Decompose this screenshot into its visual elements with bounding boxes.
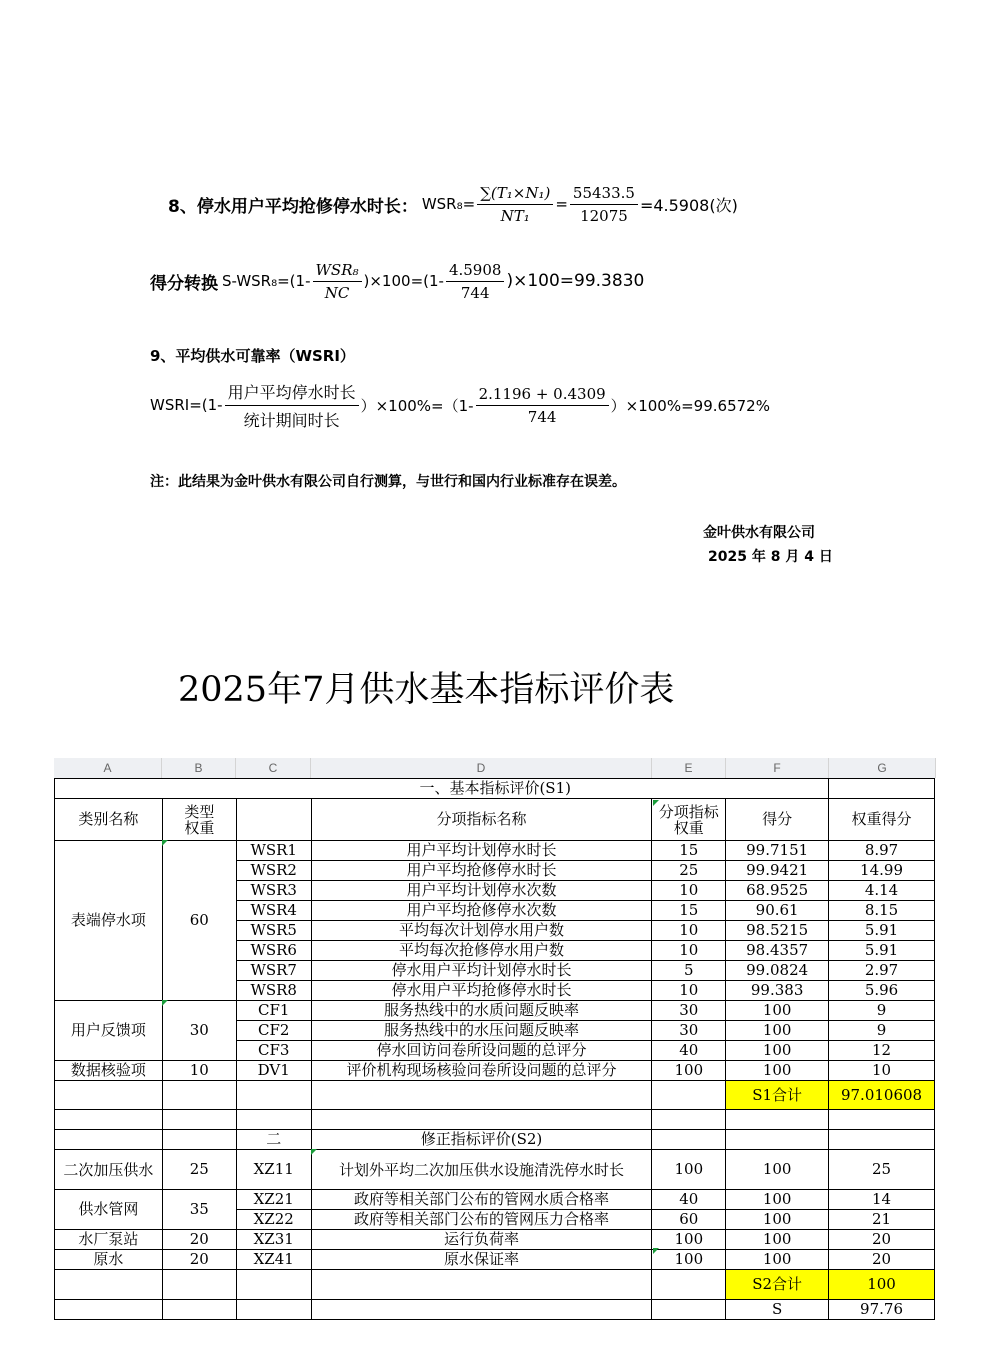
- indicator-score[interactable]: 68.9525: [726, 881, 829, 901]
- column-header-a[interactable]: A: [54, 758, 162, 778]
- formula-8-lhs: WSR₈=: [421, 195, 476, 213]
- group-name[interactable]: 表端停水项: [55, 841, 163, 1001]
- score-conversion-symbol-fraction: [313, 261, 362, 302]
- group-name[interactable]: 水厂泵站: [55, 1230, 163, 1250]
- cell-empty[interactable]: [652, 1270, 726, 1300]
- indicator-code[interactable]: WSR2: [236, 861, 311, 881]
- cell-empty[interactable]: [236, 1300, 311, 1320]
- indicator-name[interactable]: 服务热线中的水压问题反映率: [311, 1021, 652, 1041]
- indicator-name[interactable]: 计划外平均二次加压供水设施清洗停水时长: [311, 1150, 652, 1190]
- cell-empty[interactable]: [652, 1130, 726, 1150]
- group-weight[interactable]: 10: [162, 1061, 236, 1081]
- indicator-name[interactable]: 用户平均计划停水次数: [311, 881, 652, 901]
- indicator-name[interactable]: 政府等相关部门公布的管网水质合格率: [311, 1190, 652, 1210]
- formula-8-heading: 8、停水用户平均抢修停水时长：: [168, 196, 418, 217]
- cell-comment-marker: [162, 1000, 168, 1006]
- score-conversion-result: )×100=99.3830: [506, 271, 645, 291]
- table-title: 2025年7月供水基本指标评价表: [178, 670, 675, 710]
- indicator-weighted-score[interactable]: 12: [829, 1041, 935, 1061]
- score-conversion-symbol-denominator: NC: [324, 283, 350, 302]
- indicator-weight[interactable]: 30: [652, 1021, 726, 1041]
- s-value[interactable]: 97.76: [829, 1300, 935, 1320]
- indicator-name[interactable]: 停水用户平均计划停水时长: [311, 961, 652, 981]
- indicator-code[interactable]: WSR1: [236, 841, 311, 861]
- cell-empty[interactable]: [311, 1081, 652, 1110]
- cell-empty[interactable]: [236, 799, 311, 841]
- indicator-name[interactable]: 评价机构现场核验问卷所设问题的总评分: [311, 1061, 652, 1081]
- group-name[interactable]: 供水管网: [55, 1190, 163, 1230]
- indicator-score[interactable]: 100: [726, 1250, 829, 1270]
- score-conversion-lhs: S-WSR₈=(1-: [222, 272, 311, 290]
- indicator-score[interactable]: 100: [726, 1150, 829, 1190]
- indicator-name[interactable]: 运行负荷率: [311, 1230, 652, 1250]
- cell-comment-marker: [162, 840, 168, 846]
- indicator-weight[interactable]: 10: [652, 941, 726, 961]
- cell-empty[interactable]: [162, 1081, 236, 1110]
- group-weight[interactable]: 25: [162, 1150, 236, 1190]
- indicator-code[interactable]: CF2: [236, 1021, 311, 1041]
- cell-empty[interactable]: [652, 1300, 726, 1320]
- score-conversion-numerator: 4.5908: [446, 261, 505, 282]
- cell-empty[interactable]: [55, 1110, 163, 1130]
- formula-9-numerator: 2.1196 + 0.4309: [476, 385, 609, 406]
- note-text: 注：此结果为金叶供水有限公司自行测算，与世行和国内行业标准存在误差。: [150, 474, 626, 490]
- indicator-code[interactable]: CF1: [236, 1001, 311, 1021]
- indicator-weight[interactable]: 10: [652, 921, 726, 941]
- column-header-f[interactable]: F: [726, 758, 829, 778]
- cell-empty[interactable]: [162, 1270, 236, 1300]
- formula-9-value-fraction: [476, 385, 609, 426]
- formula-9-line: [150, 380, 770, 430]
- score-conversion-label: 得分转换: [150, 273, 218, 294]
- indicator-weight[interactable]: 40: [652, 1041, 726, 1061]
- indicator-weight[interactable]: 100: [652, 1061, 726, 1081]
- s2-total-label[interactable]: S2合计: [726, 1270, 829, 1300]
- indicator-code[interactable]: XZ22: [236, 1210, 311, 1230]
- indicator-name[interactable]: 政府等相关部门公布的管网压力合格率: [311, 1210, 652, 1230]
- indicator-weighted-score[interactable]: 5.91: [829, 941, 935, 961]
- cell-empty[interactable]: [55, 1300, 163, 1320]
- formula-8-line: [168, 176, 738, 232]
- indicator-code[interactable]: XZ21: [236, 1190, 311, 1210]
- indicator-weight[interactable]: 5: [652, 961, 726, 981]
- indicator-name[interactable]: 原水保证率: [311, 1250, 652, 1270]
- cell-empty[interactable]: [162, 1110, 236, 1130]
- cell-empty[interactable]: [652, 1081, 726, 1110]
- cell-empty[interactable]: [311, 1300, 652, 1320]
- spreadsheet: [54, 758, 935, 1323]
- formula-9-result: ）×100%=99.6572%: [610, 396, 770, 415]
- group-weight[interactable]: 30: [162, 1001, 236, 1061]
- indicator-score[interactable]: 99.7151: [726, 841, 829, 861]
- header-item-weight[interactable]: 分项指标权重: [652, 799, 726, 841]
- indicator-code[interactable]: XZ11: [236, 1150, 311, 1190]
- indicator-score[interactable]: 100: [726, 1041, 829, 1061]
- cell-empty[interactable]: [311, 1270, 652, 1300]
- score-conversion-line: [150, 254, 644, 308]
- group-weight[interactable]: 35: [162, 1190, 236, 1230]
- group-name[interactable]: 用户反馈项: [55, 1001, 163, 1061]
- formula-9-text-denominator: 统计期间时长: [243, 410, 340, 430]
- indicator-score[interactable]: 100: [726, 1021, 829, 1041]
- indicator-weight[interactable]: 15: [652, 901, 726, 921]
- formula-8-value-fraction: [570, 184, 638, 225]
- indicator-weight[interactable]: 10: [652, 981, 726, 1001]
- header-item-name[interactable]: 分项指标名称: [311, 799, 652, 841]
- indicator-code[interactable]: XZ31: [236, 1230, 311, 1250]
- formula-8-result: =4.5908(次): [639, 195, 738, 215]
- cell-empty[interactable]: [55, 1130, 163, 1150]
- indicator-weighted-score[interactable]: 25: [829, 1150, 935, 1190]
- indicator-code[interactable]: WSR3: [236, 881, 311, 901]
- indicator-code[interactable]: CF3: [236, 1041, 311, 1061]
- score-conversion-mid: )×100=(1-: [363, 272, 444, 290]
- indicator-name[interactable]: 停水用户平均抢修停水时长: [311, 981, 652, 1001]
- header-weighted-score[interactable]: 权重得分: [829, 799, 935, 841]
- indicator-weighted-score[interactable]: 4.14: [829, 881, 935, 901]
- formula-8-sum-denominator: NT₁: [500, 206, 530, 225]
- cell-empty[interactable]: [55, 1270, 163, 1300]
- indicator-code[interactable]: DV1: [236, 1061, 311, 1081]
- formula-8-denominator: 12075: [580, 206, 628, 225]
- indicator-code[interactable]: WSR6: [236, 941, 311, 961]
- cell-empty[interactable]: [829, 1110, 935, 1130]
- formula-9-mid: ）×100%=（1-: [360, 396, 474, 415]
- cell-empty[interactable]: [162, 1130, 236, 1150]
- indicator-weighted-score[interactable]: 14.99: [829, 861, 935, 881]
- signature-company: 金叶供水有限公司: [703, 525, 815, 541]
- signature-date: 2025 年 8 月 4 日: [708, 549, 833, 565]
- cell-empty[interactable]: [162, 1300, 236, 1320]
- cell-empty[interactable]: [55, 1081, 163, 1110]
- indicator-score[interactable]: 99.0824: [726, 961, 829, 981]
- formula-9-text-numerator: 用户平均停水时长: [225, 380, 359, 406]
- formula-9-heading: 9、平均供水可靠率（WSRI）: [150, 347, 355, 365]
- group-name[interactable]: 原水: [55, 1250, 163, 1270]
- indicator-weighted-score[interactable]: 5.96: [829, 981, 935, 1001]
- section-2-title[interactable]: 修正指标评价(S2): [311, 1130, 652, 1150]
- formula-9-lhs: WSRI=(1-: [150, 396, 223, 414]
- cell-empty[interactable]: [236, 1081, 311, 1110]
- indicator-code[interactable]: XZ41: [236, 1250, 311, 1270]
- indicator-weight[interactable]: 100: [652, 1150, 726, 1190]
- cell-comment-marker: [653, 1248, 659, 1254]
- indicator-weight[interactable]: 100: [652, 1250, 726, 1270]
- indicator-code[interactable]: WSR7: [236, 961, 311, 981]
- indicator-weight[interactable]: 10: [652, 881, 726, 901]
- column-header-e[interactable]: E: [652, 758, 726, 778]
- indicator-weighted-score[interactable]: 5.91: [829, 921, 935, 941]
- formula-8-sum-numerator: ∑(T₁×N₁): [477, 184, 553, 205]
- indicator-name[interactable]: 平均每次计划停水用户数: [311, 921, 652, 941]
- s-label[interactable]: S: [726, 1300, 829, 1320]
- indicator-weighted-score[interactable]: 8.15: [829, 901, 935, 921]
- cell-empty[interactable]: [726, 1130, 829, 1150]
- indicator-weight[interactable]: 40: [652, 1190, 726, 1210]
- indicator-weighted-score[interactable]: 9: [829, 1021, 935, 1041]
- cell-empty[interactable]: [829, 779, 935, 799]
- section-1-title[interactable]: 一、基本指标评价(S1): [162, 779, 828, 799]
- cell-empty[interactable]: [829, 1130, 935, 1150]
- indicator-score[interactable]: 100: [726, 1001, 829, 1021]
- indicator-name[interactable]: 用户平均计划停水时长: [311, 841, 652, 861]
- cell-comment-marker: [653, 800, 659, 806]
- indicator-weighted-score[interactable]: 2.97: [829, 961, 935, 981]
- header-category[interactable]: 类别名称: [55, 799, 163, 841]
- indicator-score[interactable]: 90.61: [726, 901, 829, 921]
- s1-total-label[interactable]: S1合计: [726, 1081, 829, 1110]
- indicator-score[interactable]: 100: [726, 1210, 829, 1230]
- indicator-name[interactable]: 服务热线中的水质问题反映率: [311, 1001, 652, 1021]
- indicator-score[interactable]: 99.383: [726, 981, 829, 1001]
- indicator-weighted-score[interactable]: 21: [829, 1210, 935, 1230]
- group-name[interactable]: 数据核验项: [55, 1061, 163, 1081]
- indicator-name[interactable]: 平均每次抢修停水用户数: [311, 941, 652, 961]
- indicator-weighted-score[interactable]: 8.97: [829, 841, 935, 861]
- indicator-code[interactable]: WSR5: [236, 921, 311, 941]
- indicator-weighted-score[interactable]: 20: [829, 1230, 935, 1250]
- indicator-score[interactable]: 100: [726, 1230, 829, 1250]
- indicator-weight[interactable]: 30: [652, 1001, 726, 1021]
- header-score[interactable]: 得分: [726, 799, 829, 841]
- cell-empty[interactable]: [236, 1110, 311, 1130]
- cell-empty[interactable]: [726, 1110, 829, 1130]
- cell-empty[interactable]: [236, 1270, 311, 1300]
- indicator-code[interactable]: WSR4: [236, 901, 311, 921]
- indicator-weight[interactable]: 25: [652, 861, 726, 881]
- group-weight[interactable]: 20: [162, 1230, 236, 1250]
- group-name[interactable]: 二次加压供水: [55, 1150, 163, 1190]
- formula-9-text-fraction: [225, 380, 359, 431]
- indicator-score[interactable]: 100: [726, 1190, 829, 1210]
- group-weight[interactable]: 60: [162, 841, 236, 1001]
- cell-comment-marker: [311, 1149, 317, 1155]
- cell-empty[interactable]: [311, 1110, 652, 1130]
- formula-9-denominator: 744: [527, 407, 557, 426]
- formula-8-numerator: 55433.5: [570, 184, 638, 205]
- indicator-code[interactable]: WSR8: [236, 981, 311, 1001]
- group-weight[interactable]: 20: [162, 1250, 236, 1270]
- evaluation-table: [54, 778, 935, 1320]
- column-header-g[interactable]: G: [829, 758, 936, 778]
- score-conversion-denominator: 744: [460, 283, 490, 302]
- score-conversion-symbol-numerator: WSR₈: [313, 261, 362, 282]
- indicator-weight[interactable]: 60: [652, 1210, 726, 1230]
- indicator-score[interactable]: 99.9421: [726, 861, 829, 881]
- indicator-score[interactable]: 100: [726, 1061, 829, 1081]
- formula-8-sum-fraction: [477, 184, 553, 225]
- column-header-c[interactable]: C: [236, 758, 311, 778]
- indicator-weighted-score[interactable]: 10: [829, 1061, 935, 1081]
- indicator-weight[interactable]: 100: [652, 1230, 726, 1250]
- indicator-weight[interactable]: 15: [652, 841, 726, 861]
- column-header-d[interactable]: D: [311, 758, 652, 778]
- indicator-weighted-score[interactable]: 20: [829, 1250, 935, 1270]
- s1-total-value[interactable]: 97.010608: [829, 1081, 935, 1110]
- section-2-number[interactable]: 二: [236, 1130, 311, 1150]
- formula-8-equals: =: [555, 195, 568, 213]
- column-header-b[interactable]: B: [162, 758, 236, 778]
- indicator-name[interactable]: 用户平均抢修停水次数: [311, 901, 652, 921]
- indicator-name[interactable]: 用户平均抢修停水时长: [311, 861, 652, 881]
- indicator-name[interactable]: 停水回访问卷所设问题的总评分: [311, 1041, 652, 1061]
- indicator-score[interactable]: 98.4357: [726, 941, 829, 961]
- header-type-weight[interactable]: 类型权重: [162, 799, 236, 841]
- score-conversion-value-fraction: [446, 261, 505, 302]
- s2-total-value[interactable]: 100: [829, 1270, 935, 1300]
- cell-empty[interactable]: [652, 1110, 726, 1130]
- indicator-weighted-score[interactable]: 14: [829, 1190, 935, 1210]
- indicator-score[interactable]: 98.5215: [726, 921, 829, 941]
- indicator-weighted-score[interactable]: 9: [829, 1001, 935, 1021]
- cell-empty[interactable]: [55, 779, 163, 799]
